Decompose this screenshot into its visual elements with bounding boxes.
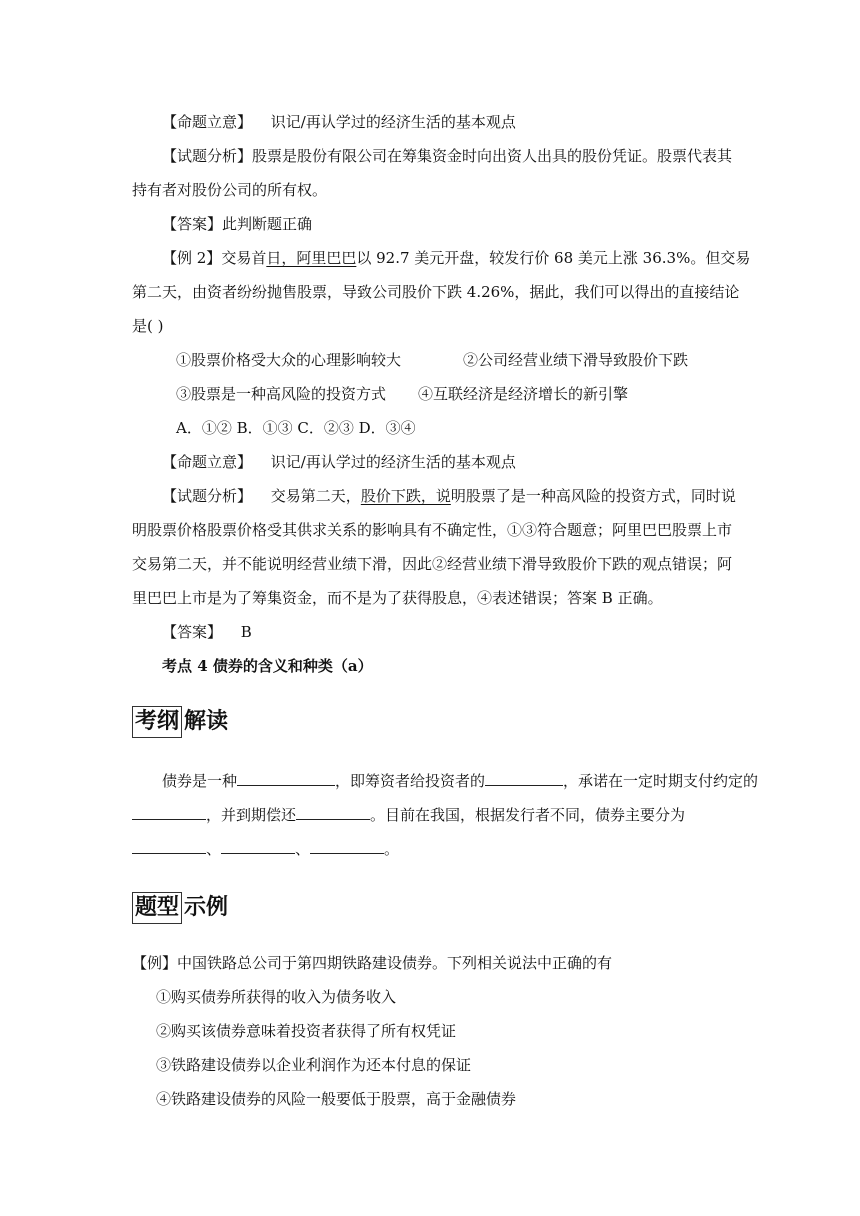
analysis2-text-b: 明股票了是一种高风险的投资方式，同时说: [450, 487, 736, 505]
example-stem-text: 中国铁路总公司于第四期铁路建设债券。下列相关说法中正确的有: [177, 954, 613, 972]
fill-end: 。: [384, 840, 400, 858]
blank-6: [221, 838, 295, 854]
answer-label-2: 【答案】: [162, 623, 223, 641]
example2-line-3: 是( ): [132, 317, 164, 335]
answer-label: 【答案】: [162, 215, 223, 233]
example-option-2: ②购买该债券意味着投资者获得了所有权凭证: [156, 1022, 457, 1040]
example2-line-1: [162, 248, 750, 268]
blank-2: [485, 770, 563, 786]
example-option-1: ①购买债券所获得的收入为债务收入: [156, 988, 397, 1006]
fill-line-1: [162, 770, 758, 791]
kaodian-title: 考点 4 债券的含义和种类（a）: [162, 657, 373, 675]
analysis2-underlined: 股价下跌，说: [360, 487, 451, 505]
option-4: ④互联经济是经济增长的新引擎: [418, 385, 629, 403]
fill-text-3: ，承诺在一定时期支付约定的: [563, 772, 759, 790]
fill-sep-2: 、: [295, 840, 311, 858]
fill-line-2: [132, 804, 685, 825]
analysis-label: 【试题分析】: [162, 147, 253, 165]
example-option-4: ④铁路建设债券的风险一般要低于股票，高于金融债券: [156, 1090, 517, 1108]
blank-1: [237, 770, 335, 786]
fill-sep-1: 、: [206, 840, 222, 858]
answer-text: 此判断题正确: [222, 215, 313, 233]
analysis2-line-1: [162, 486, 736, 506]
heading-rest-text: 解读: [184, 709, 229, 734]
intent-line-1: [162, 112, 516, 132]
blank-7: [310, 838, 384, 854]
intent-label-2: 【命题立意】: [162, 453, 253, 471]
example2-line-2: 第二天，由资者纷纷抛售股票，导致公司股价下跌 4.26%，据此，我们可以得出的直接结论: [132, 283, 740, 301]
example2-underlined: 日，阿里巴巴: [266, 249, 357, 267]
section-heading-kaogang: [132, 706, 228, 738]
option-2: ②公司经营业绩下滑导致股价下跌: [463, 351, 689, 369]
blank-4: [296, 804, 370, 820]
example-stem: [132, 953, 612, 973]
heading-boxed-text: 考纲: [132, 706, 182, 738]
blank-3: [132, 804, 206, 820]
intent-line-2: [162, 452, 516, 472]
heading-rest-text: 示例: [184, 895, 229, 920]
analysis2-line-2: 明股票价格股票价格受其供求关系的影响具有不确定性，①③符合题意；阿里巴巴股票上市: [132, 521, 733, 539]
heading-boxed-text: 题型: [132, 892, 182, 924]
example2-text-a: 交易首: [221, 249, 267, 267]
analysis2-line-4: 里巴巴上市是为了筹集资金，而不是为了获得股息，④表述错误；答案 B 正确。: [132, 589, 663, 607]
analysis2-text-a: 交易第二天，: [270, 487, 361, 505]
choices-line: A．①② B．①③ C．②③ D．③④: [176, 419, 416, 437]
analysis-text: 股票是股份有限公司在筹集资金时向出资人出具的股份凭证。股票代表其: [252, 147, 733, 165]
fill-text-4: ，并到期偿还: [206, 806, 297, 824]
intent-label: 【命题立意】: [162, 113, 253, 131]
answer-line-2: [162, 622, 252, 642]
fill-text-5: 。目前在我国，根据发行者不同，债券主要分为: [370, 806, 686, 824]
analysis2-line-3: 交易第二天，并不能说明经营业绩下滑，因此②经营业绩下滑导致股价下跌的观点错误；阿: [132, 555, 733, 573]
analysis-label-2: 【试题分析】: [162, 487, 253, 505]
blank-5: [132, 838, 206, 854]
example-label: 【例】: [132, 954, 178, 972]
option-1: ①股票价格受大众的心理影响较大: [176, 351, 402, 369]
analysis-line-1: [162, 146, 732, 166]
example2-label: 【例 2】: [162, 249, 222, 267]
option-3: ③股票是一种高风险的投资方式: [176, 385, 387, 403]
answer-line-1: [162, 214, 312, 234]
example-option-3: ③铁路建设债券以企业利润作为还本付息的保证: [156, 1056, 472, 1074]
intent-text-2: 识记/再认学过的经济生活的基本观点: [270, 453, 516, 471]
section-heading-tixing: [132, 892, 228, 924]
fill-text-2: ，即筹资者给投资者的: [335, 772, 486, 790]
answer-text-2: B: [240, 623, 252, 641]
fill-line-3: [132, 838, 399, 859]
analysis-line-2: 持有者对股份公司的所有权。: [132, 181, 328, 199]
intent-text: 识记/再认学过的经济生活的基本观点: [270, 113, 516, 131]
fill-text-1: 债券是一种: [162, 772, 238, 790]
example2-text-b: 以 92.7 美元开盘，较发行价 68 美元上涨 36.3%。但交易: [356, 249, 751, 267]
